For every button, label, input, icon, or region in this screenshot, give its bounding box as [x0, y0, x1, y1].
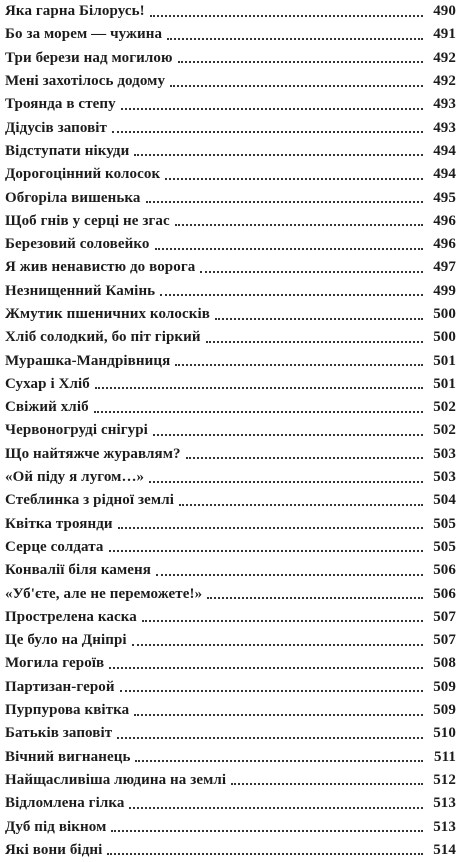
toc-entry — [5, 722, 456, 745]
toc-entry-page: 508 — [433, 655, 456, 672]
toc-entry-page: 490 — [433, 3, 456, 20]
dot-leader — [160, 294, 423, 296]
dot-leader — [200, 271, 423, 273]
toc-entry — [5, 396, 456, 419]
toc-entry-page: 509 — [433, 702, 456, 719]
dot-leader — [134, 154, 423, 156]
dot-leader — [206, 341, 423, 343]
toc-entry — [5, 303, 456, 326]
toc-entry-title: Батьків заповіт — [5, 725, 113, 742]
toc-entry-page: 512 — [433, 771, 456, 788]
toc-entry-title: Це було на Дніпрі — [5, 632, 127, 649]
toc-entry — [5, 0, 456, 23]
toc-entry — [5, 163, 456, 186]
toc-entry-page: 513 — [433, 795, 456, 812]
toc-entry — [5, 233, 456, 256]
toc-entry — [5, 839, 456, 862]
dot-leader — [118, 527, 423, 529]
toc-entry-title: Квітка троянди — [5, 515, 113, 532]
toc-entry — [5, 326, 456, 349]
dot-leader — [94, 411, 423, 413]
toc-entry-page: 496 — [433, 236, 456, 253]
toc-entry-page: 511 — [434, 748, 456, 765]
toc-entry-page: 501 — [433, 352, 456, 369]
toc-entry-title: Бо за морем — чужина — [5, 26, 163, 43]
toc-entry-title: Яка гарна Білорусь! — [5, 3, 145, 20]
toc-entry-title: Які вони бідні — [5, 841, 103, 858]
dot-leader — [107, 853, 423, 855]
dot-leader — [132, 644, 423, 646]
dot-leader — [129, 807, 423, 809]
toc-entry — [5, 47, 456, 70]
toc-entry-page: 505 — [433, 538, 456, 555]
toc-entry-title: Жмутик пшеничних колосків — [5, 306, 210, 322]
toc-entry-title: Червоногруді снігурі — [5, 422, 148, 439]
toc-entry — [5, 489, 456, 512]
toc-entry-title: Троянда в степу — [5, 96, 116, 113]
dot-leader — [142, 620, 423, 622]
toc-entry-page: 500 — [433, 329, 456, 346]
toc-entry-title: Могила героїв — [5, 655, 105, 672]
toc-entry-page: 510 — [433, 725, 456, 742]
toc-entry — [5, 280, 456, 303]
dot-leader — [111, 830, 423, 832]
toc-entry — [5, 769, 456, 792]
toc-entry-title: Найщасливіша людина на землі — [5, 771, 227, 788]
toc-entry-title: Відступати нікуди — [5, 142, 130, 159]
toc-entry-page: 495 — [433, 189, 456, 206]
toc-entry — [5, 815, 456, 838]
dot-leader — [120, 690, 423, 692]
toc-entry — [5, 256, 456, 279]
toc-entry-title: Хліб солодкий, бо піт гіркий — [5, 329, 201, 346]
toc-entry-title: Свіжий хліб — [5, 399, 89, 416]
toc-entry-page: 503 — [433, 445, 456, 462]
dot-leader — [109, 667, 423, 669]
toc-entry-page: 503 — [433, 469, 456, 486]
toc-entry-title: Партизан-герой — [5, 678, 115, 695]
toc-entry — [5, 349, 456, 372]
toc-entry-page: 491 — [433, 26, 456, 43]
dot-leader — [179, 504, 423, 506]
toc-entry-title: Сухар і Хліб — [5, 375, 90, 392]
dot-leader — [165, 178, 423, 180]
toc-entry — [5, 419, 456, 442]
toc-entry-page: 507 — [433, 632, 456, 649]
toc-entry — [5, 699, 456, 722]
dot-leader — [178, 61, 423, 63]
dot-leader — [150, 15, 423, 17]
toc-entry-title: Березовий соловейко — [5, 236, 150, 253]
toc-entry — [5, 70, 456, 93]
dot-leader — [175, 224, 423, 226]
toc-entry-title: Відломлена гілка — [5, 795, 125, 812]
toc-entry-title: Стеблинка з рідної землі — [5, 492, 174, 509]
toc-entry-title: Конвалії біля каменя — [5, 562, 152, 579]
toc-entry-page: 506 — [433, 585, 456, 602]
toc-entry — [5, 140, 456, 163]
toc-entry-page: 507 — [433, 608, 456, 625]
dot-leader — [121, 108, 423, 110]
dot-leader — [135, 760, 423, 762]
toc-entry — [5, 116, 456, 139]
toc-entry-title: Дорогоцінний колосок — [5, 166, 161, 183]
toc-entry-title: Дідусів заповіт — [5, 119, 108, 136]
dot-leader — [170, 85, 423, 87]
dot-leader — [149, 481, 423, 483]
dot-leader — [109, 550, 424, 552]
toc-entry — [5, 652, 456, 675]
toc-entry-page: 513 — [433, 818, 456, 835]
toc-entry — [5, 606, 456, 629]
toc-entry-title: Що найтяжче журавлям? — [5, 445, 181, 462]
toc-entry — [5, 93, 456, 116]
toc-entry-title: Прострелена каска — [5, 608, 137, 625]
toc-entry-title: Щоб гнів у серці не згас — [5, 212, 170, 229]
toc-entry-page: 501 — [433, 375, 456, 392]
toc-entry — [5, 792, 456, 815]
table-of-contents — [5, 0, 456, 858]
toc-entry-page: 493 — [433, 119, 456, 136]
dot-leader — [146, 201, 423, 203]
toc-entry-title: Я жив ненавистю до ворога — [5, 259, 196, 276]
toc-entry — [5, 373, 456, 396]
toc-entry-page: 509 — [433, 678, 456, 695]
toc-entry-page: 492 — [433, 73, 456, 90]
toc-entry-title: Обгоріла вишенька — [5, 189, 141, 206]
toc-entry — [5, 582, 456, 605]
toc-entry-title: Вічний вигнанець — [5, 748, 131, 765]
toc-entry — [5, 466, 456, 489]
toc-entry-page: 492 — [433, 49, 456, 66]
toc-entry-title: Мурашка-Мандрівниця — [5, 352, 171, 369]
toc-entry-page: 500 — [433, 306, 456, 322]
toc-entry — [5, 629, 456, 652]
toc-entry — [5, 23, 456, 46]
toc-entry-page: 502 — [433, 399, 456, 416]
toc-entry-page: 494 — [433, 142, 456, 159]
toc-entry — [5, 513, 456, 536]
toc-entry-title: Пурпурова квітка — [5, 702, 130, 719]
toc-entry-title: Дуб під вікном — [5, 818, 107, 835]
dot-leader — [167, 38, 423, 40]
toc-entry-title: «Уб'єте, але не переможете!» — [5, 585, 203, 602]
dot-leader — [134, 714, 423, 716]
dot-leader — [215, 318, 423, 320]
toc-entry-page: 504 — [433, 492, 456, 509]
toc-entry — [5, 210, 456, 233]
dot-leader — [186, 457, 423, 459]
toc-entry-page: 493 — [433, 96, 456, 113]
dot-leader — [156, 574, 423, 576]
dot-leader — [175, 364, 423, 366]
toc-entry-page: 506 — [433, 562, 456, 579]
dot-leader — [231, 783, 423, 785]
toc-entry-title: Мені захотілось додому — [5, 73, 166, 90]
toc-entry-page: 494 — [433, 166, 456, 183]
toc-entry-title: Три берези над могилою — [5, 49, 173, 66]
toc-entry-page: 499 — [433, 282, 456, 299]
dot-leader — [117, 737, 423, 739]
toc-entry — [5, 676, 456, 699]
toc-entry — [5, 536, 456, 559]
dot-leader — [112, 131, 423, 133]
toc-entry-page: 514 — [433, 841, 456, 858]
dot-leader — [155, 248, 423, 250]
toc-entry — [5, 746, 456, 769]
toc-entry-page: 496 — [433, 212, 456, 229]
toc-entry — [5, 443, 456, 466]
toc-entry-page: 502 — [433, 422, 456, 439]
dot-leader — [207, 597, 423, 599]
toc-entry-page: 505 — [433, 515, 456, 532]
toc-entry — [5, 559, 456, 582]
dot-leader — [153, 434, 423, 436]
toc-entry — [5, 186, 456, 209]
toc-entry-title: «Ой піду я лугом…» — [5, 469, 145, 486]
toc-entry-title: Серце солдата — [5, 538, 104, 555]
dot-leader — [95, 387, 423, 389]
toc-entry-page: 497 — [433, 259, 456, 276]
toc-entry-title: Незнищенний Камінь — [5, 282, 156, 299]
